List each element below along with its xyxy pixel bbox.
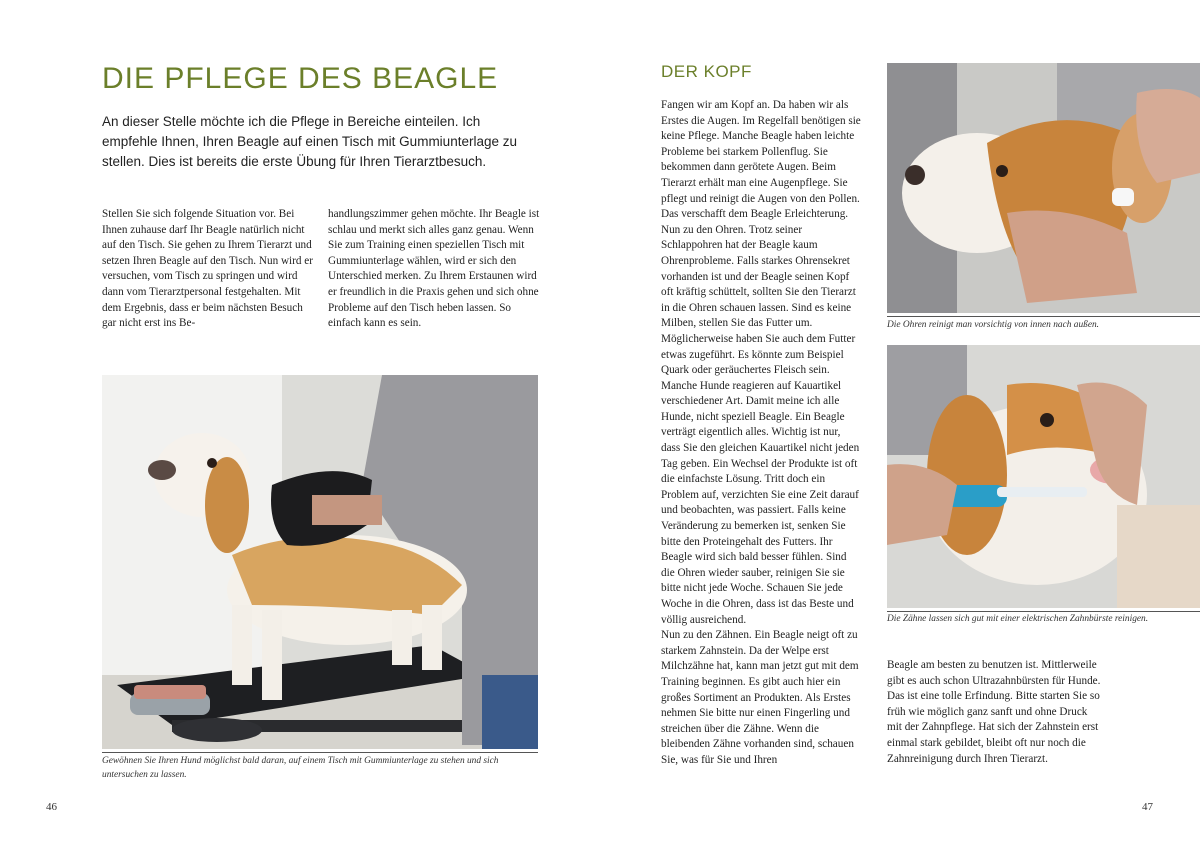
photo-ear-cleaning	[887, 63, 1200, 313]
caption-rule	[102, 752, 538, 753]
photo-caption-ears: Die Ohren reinigt man vorsichtig von innen nach außen.	[887, 320, 1100, 330]
right-column-2: Beagle am besten zu benutzen ist. Mittlerweile gibt es auch schon Ultrazahnbürsten für Hunde. Das ist eine tolle Erfindung. Bitte starten Sie so früh wie möglich ganz sanft und ohne Druck mit der Zahnpflege. Hat sich der Zahnstein erst einmal stark gebildet, bleibt oft nur noch die Zahnreinigung durch Ihren Tierarzt.	[887, 659, 1101, 765]
ear-cleaning-illustration	[887, 63, 1200, 313]
photo-beagle-on-table	[102, 375, 538, 749]
page-number-right: 47	[1142, 801, 1153, 813]
photo-caption-teeth: Die Zähne lassen sich gut mit einer elektrischen Zahnbürste reinigen.	[887, 614, 1149, 624]
caption-rule-teeth	[887, 611, 1200, 612]
page-number-left: 46	[46, 801, 57, 813]
right-column-1: Fangen wir am Kopf an. Da haben wir als Erstes die Augen. Im Regelfall benötigen sie keine Pflege. Manche Beagle haben leichte Probleme bei starkem Pollenflug. Sie bekommen dann gerötete Augen. Beim Tierarzt erhält man eine Augenpflege. Sie pflegt und reinigt die Augen von den Pollen. Das verschafft dem Beagle Erleichterung. Nun zu den Ohren. Trotz seiner Schlappohren hat der Beagle kaum Ohrenprobleme. Falls starkes Ohrensekret vorhanden ist und der Beagle seinen Kopf oft kräftig schüttelt, sollten Sie den Tierarzt in die Ohren schauen lassen. Sind es keine Milben, stellen Sie das Futter um. Möglicherweise haben Sie auch dem Futter etwas zugeführt. Es könnte zum Beispiel Quark oder geräuchertes Fleisch sein. Manche Hunde reagieren auf Kauartikel verschiedener Art. Damit meine ich alle Hunde, nicht speziell Beagle. Ein Beagle verträgt eigentlich alles. Wichtig ist nur, dass Sie den gleichen Kauartikel nicht jeden Tag geben. Ein Wechsel der Produkte ist oft die einfachste Lösung. Tritt doch ein Problem auf, verzichten Sie eine Zeit darauf und beobachten, was passiert. Falls keine Veränderung zu bemerken ist, senken Sie bitte den Proteingehalt des Futters. Ihr Beagle wird sich bald besser fühlen. Sind die Ohren wieder sauber, reinigen Sie sie bitte nicht jede Woche. Schauen Sie jede Woche in die Ohren, dass ist das Beste und völlig ausreichend. Nun zu den Zähnen. Ein Beagle neigt oft zu starkem Zahnstein. Da der Welpe erst Milchzähne hat, kann man jetzt gut mit dem Training beginnen. Es gibt auch hier ein großes Sortiment an Produkten. Als Erstes nehmen Sie bitte nur einen Fingerling und streichen über die Zähne. Wenn die bleibenden Zähne vorhanden sind, schauen Sie, was für Sie und Ihren	[661, 99, 861, 766]
page-title: DIE PFLEGE DES BEAGLE	[102, 62, 499, 95]
teeth-cleaning-illustration	[887, 345, 1200, 608]
caption-rule-ears	[887, 316, 1200, 317]
photo-caption-left: Gewöhnen Sie Ihren Hund möglichst bald daran, auf einem Tisch mit Gummiunterlage zu stehen und sich untersuchen zu lassen.	[102, 756, 499, 780]
left-column-2: handlungszimmer gehen möchte. Ihr Beagle ist schlau und merkt sich alles ganz genau. Wenn Sie zum Training einen speziellen Tisch mit Gummiunterlage wählen, wird er sich den Unterschied merken. Zu Ihrem Erstaunen wird er freundlich in die Praxis gehen und sich ohne Probleme auf den Tisch heben lassen. So einfach kann es sein.	[328, 208, 540, 330]
photo-teeth-cleaning	[887, 345, 1200, 608]
section-heading: DER KOPF	[661, 62, 752, 81]
intro-paragraph: An dieser Stelle möchte ich die Pflege in Bereiche einteilen. Ich empfehle Ihnen, Ihren Beagle auf einen Tisch mit Gummiunterlage zu stellen. Dies ist bereits die erste Übung für Ihren Tierarztbesuch.	[102, 114, 517, 169]
left-column-1: Stellen Sie sich folgende Situation vor. Bei Ihnen zuhause darf Ihr Beagle natürlich nicht auf den Tisch. Sie gehen zu Ihrem Tierarzt und setzen Ihren Beagle auf den Tisch. Nun wird er versuchen, vom Tisch zu springen und wird dann vom Tierarztpersonal festgehalten. Mit dem Ergebnis, dass er beim nächsten Besuch gar nicht erst ins Be-	[102, 208, 313, 330]
beagle-table-illustration	[102, 375, 538, 749]
